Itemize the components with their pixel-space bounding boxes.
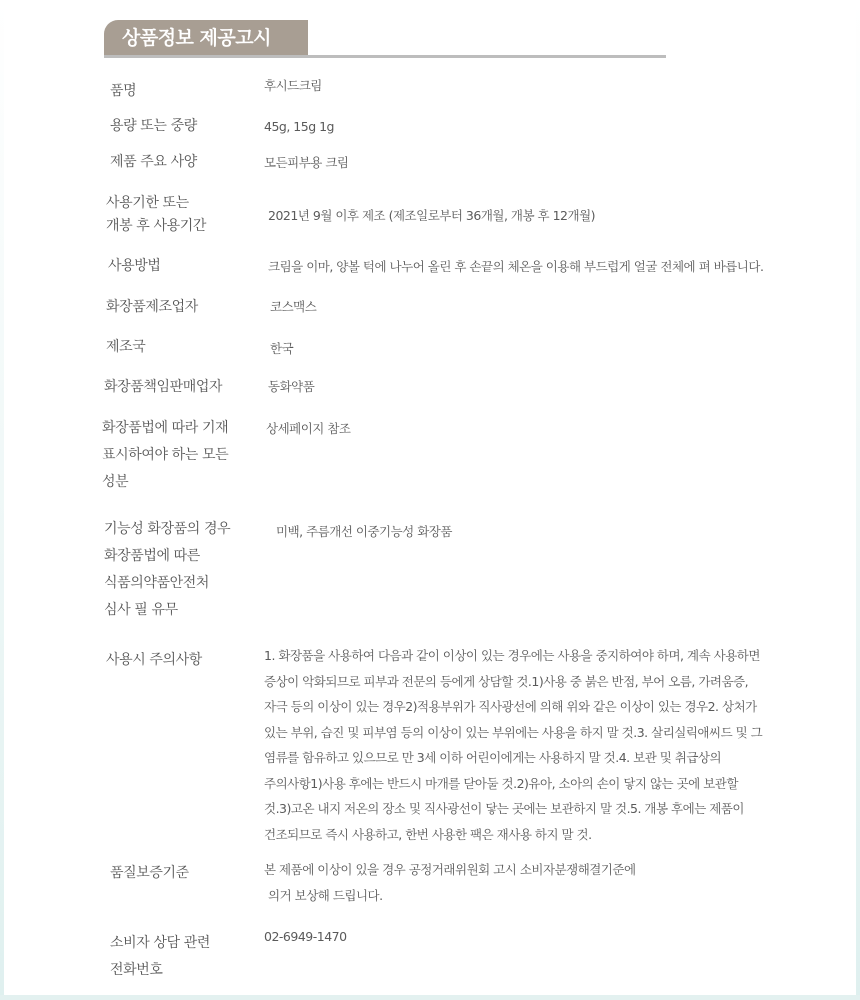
- label-usage: 사용방법: [108, 258, 161, 274]
- right-edge-decoration: [856, 0, 860, 1000]
- label-capacity: 용량 또는 중량: [110, 118, 197, 134]
- label-functional-line-1: 기능성 화장품의 경우: [104, 521, 231, 537]
- label-precautions: 사용시 주의사항: [106, 652, 202, 668]
- precautions-line-5: 염류를 함유하고 있으므로 만 3세 이하 어린이에게는 사용하지 말 것.4. 보관 및 취급상의: [264, 750, 722, 765]
- value-manufacturer: 코스맥스: [270, 299, 317, 314]
- precautions-line-3: 자극 등의 이상이 있는 경우2)적용부위가 직사광선에 의해 위와 같은 이상이 있는 경우2. 상처가: [264, 699, 757, 714]
- label-country: 제조국: [106, 339, 146, 355]
- value-main-spec: 모든피부용 크림: [264, 155, 349, 170]
- label-ingredients: [102, 415, 242, 496]
- value-product-name: 후시드크림: [264, 78, 322, 93]
- value-functional: 미백, 주름개선 이중기능성 화장품: [276, 524, 452, 539]
- value-expiry: 2021년 9월 이후 제조 (제조일로부터 36개월, 개봉 후 12개월): [268, 208, 596, 223]
- value-usage: 크림을 이마, 양볼 턱에 나누어 올린 후 손끝의 체온을 이용해 부드럽게 얼굴 전체에 펴 바릅니다.: [268, 259, 764, 274]
- label-seller: 화장품책임판매업자: [104, 379, 223, 395]
- label-product-name: 품명: [110, 83, 137, 99]
- label-ingredients-line-2: 표시하여야 하는 모든: [102, 447, 229, 463]
- value-contact: 02-6949-1470: [264, 929, 347, 944]
- quality-line-1: 본 제품에 이상이 있을 경우 공정거래위원회 고시 소비자분쟁해결기준에: [264, 862, 636, 877]
- value-ingredients: 상세페이지 참조: [266, 421, 351, 436]
- quality-line-2: 의거 보상해 드립니다.: [268, 888, 383, 903]
- precautions-line-6: 주의사항1)사용 후에는 반드시 마개를 닫아둘 것.2)유아, 소아의 손이 닿지 않는 곳에 보관할: [264, 775, 738, 791]
- label-functional-line-2: 화장품법에 따른: [104, 548, 200, 564]
- label-ingredients-line-3: 성분: [102, 474, 129, 490]
- precautions-line-4: 있는 부위, 습진 및 피부염 등의 이상이 있는 부위에는 사용을 하지 말 것.3. 살리실릭애씨드 및 그: [264, 724, 763, 740]
- value-seller: 동화약품: [268, 379, 315, 394]
- label-contact-line-1: 소비자 상담 관련: [110, 935, 210, 951]
- value-precautions: [264, 643, 764, 847]
- value-quality: [264, 857, 636, 909]
- label-functional-line-4: 심사 필 유무: [104, 602, 178, 618]
- label-contact-line-2: 전화번호: [110, 962, 163, 978]
- label-ingredients-line-1: 화장품법에 따라 기재: [102, 420, 229, 436]
- title-underline: [104, 55, 666, 58]
- label-expiry: [106, 192, 206, 238]
- label-expiry-line-1: 사용기한 또는: [106, 195, 189, 211]
- label-functional: [104, 516, 244, 624]
- precautions-line-1: 1. 화장품을 사용하여 다음과 같이 이상이 있는 경우에는 사용을 중지하여야 하며, 계속 사용하면: [264, 648, 760, 663]
- precautions-line-2: 증상이 악화되므로 피부과 전문의 등에게 상담할 것.1)사용 중 붉은 반점, 부어 오름, 가려움증,: [264, 673, 749, 689]
- precautions-line-8: 건조되므로 즉시 사용하고, 한번 사용한 팩은 재사용 하지 말 것.: [264, 826, 592, 842]
- value-country: 한국: [270, 341, 294, 356]
- value-capacity: 45g, 15g 1g: [264, 119, 334, 134]
- section-title: 상품정보 제공고시: [104, 20, 308, 57]
- label-manufacturer: 화장품제조업자: [106, 299, 198, 315]
- bottom-band: [0, 995, 860, 1000]
- label-expiry-line-2: 개봉 후 사용기간: [106, 218, 206, 234]
- label-quality: 품질보증기준: [110, 865, 189, 881]
- precautions-line-7: 것.3)고온 내지 저온의 장소 및 직사광선이 닿는 곳에는 보관하지 말 것.5. 개봉 후에는 제품이: [264, 801, 744, 816]
- label-contact: [110, 930, 210, 984]
- label-main-spec: 제품 주요 사양: [110, 154, 197, 170]
- left-edge-decoration: [0, 0, 4, 1000]
- label-functional-line-3: 식품의약품안전처: [104, 575, 209, 591]
